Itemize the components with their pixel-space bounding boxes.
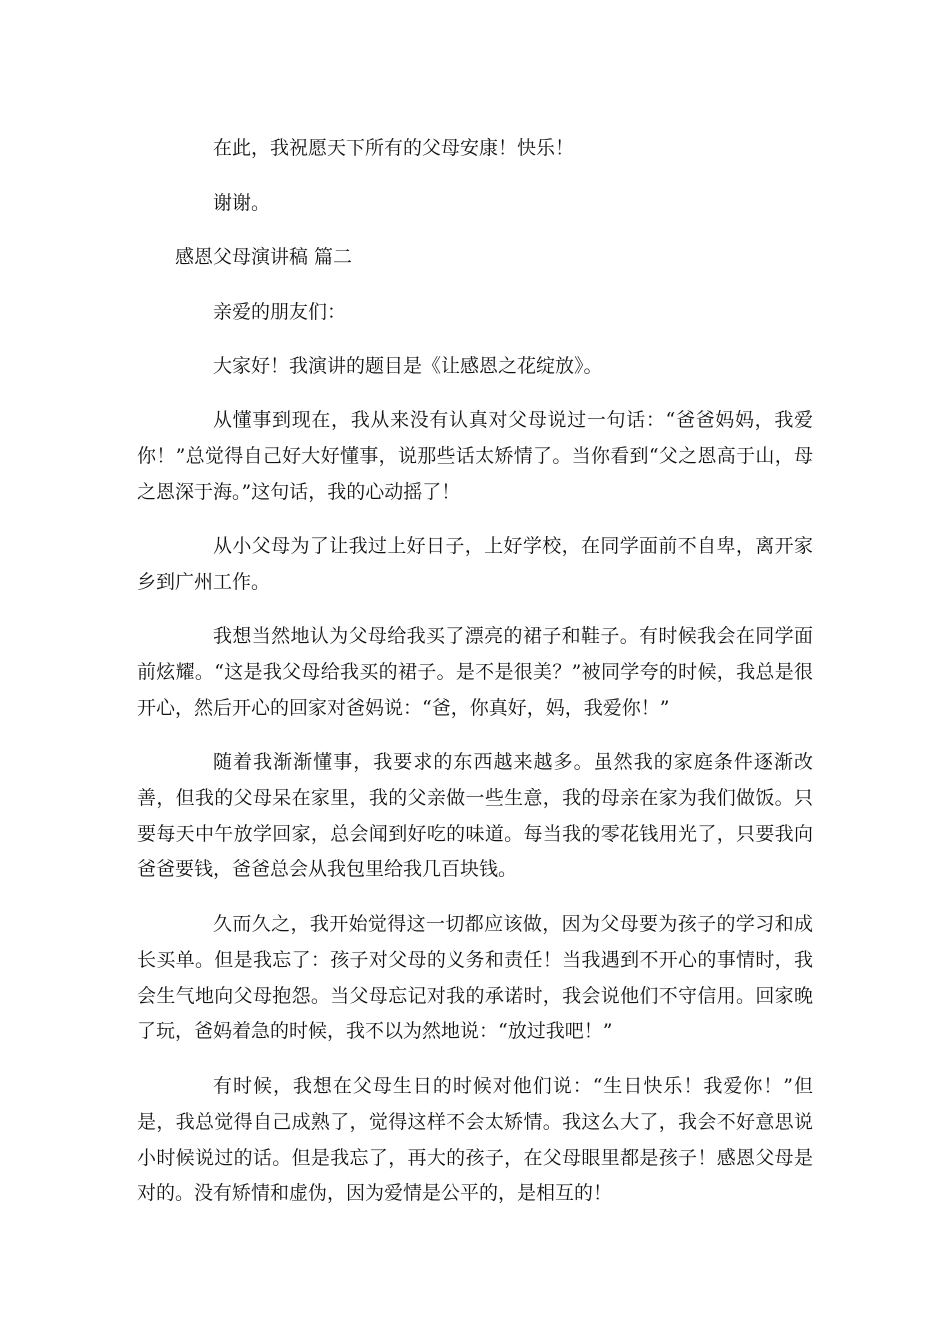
opening-line: 大家好！我演讲的题目是《让感恩之花绽放》。 xyxy=(213,355,603,377)
thanks-line: 谢谢。 xyxy=(213,192,271,214)
section-title: 感恩父母演讲稿 篇二 xyxy=(175,246,353,268)
paragraph: 有时候，我想在父母生日的时候对他们说：“生日快乐！我爱你！”但是，我总觉得自己成熟了，觉得这样不会太矫情。我这么大了，我会不好意思说小时候说过的话。但是我忘了，再大的孩子，在父母眼里都是孩子！感恩父母是对的。没有矫情和虚伪，因为爱情是公平的，是相互的！ xyxy=(137,1075,813,1205)
paragraph: 久而久之，我开始觉得这一切都应该做，因为父母要为孩子的学习和成长买单。但是我忘了：孩子对父母的义务和责任！当我遇到不开心的事情时，我会生气地向父母抱怨。当父母忘记对我的承诺时，我会说他们不守信用。回家晚了玩，爸妈着急的时候，我不以为然地说：“放过我吧！” xyxy=(137,913,813,1043)
paragraph: 随着我渐渐懂事，我要求的东西越来越多。虽然我的家庭条件逐渐改善，但我的父母呆在家里，我的父亲做一些生意，我的母亲在家为我们做饭。只要每天中午放学回家，总会闻到好吃的味道。每当我的零花钱用光了，只要我向爸爸要钱，爸爸总会从我包里给我几百块钱。 xyxy=(137,751,813,881)
greeting-line: 亲爱的朋友们： xyxy=(213,301,347,323)
paragraph: 我想当然地认为父母给我买了漂亮的裙子和鞋子。有时候我会在同学面前炫耀。“这是我父母给我买的裙子。是不是很美？”被同学夸的时候，我总是很开心，然后开心的回家对爸妈说：“爸，你真好，妈，我爱你！” xyxy=(137,625,813,719)
blessing-line: 在此，我祝愿天下所有的父母安康！快乐！ xyxy=(213,137,575,159)
paragraph: 从懂事到现在，我从来没有认真对父母说过一句话：“爸爸妈妈，我爱你！”总觉得自己好大好懂事，说那些话太矫情了。当你看到“父之恩高于山，母之恩深于海。”这句话，我的心动摇了！ xyxy=(137,409,813,503)
paragraph: 从小父母为了让我过上好日子，上好学校，在同学面前不自卑，离开家乡到广州工作。 xyxy=(137,535,813,593)
